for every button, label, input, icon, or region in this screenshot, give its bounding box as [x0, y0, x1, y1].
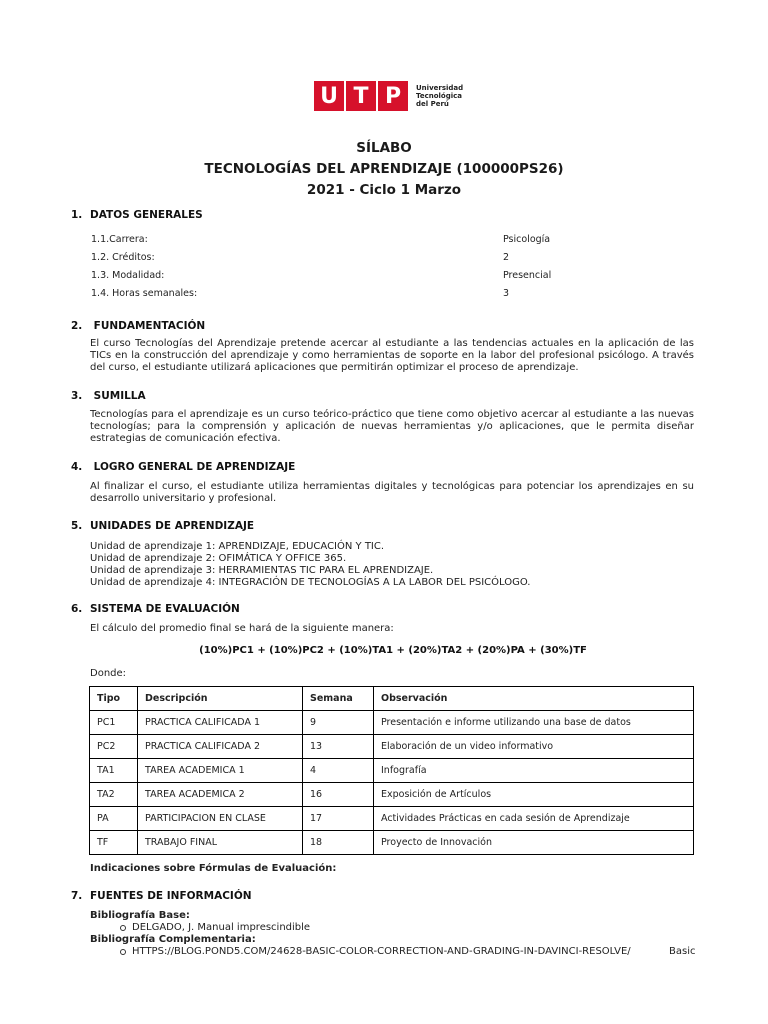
section-heading-4: 4. LOGRO GENERAL DE APRENDIZAJE — [71, 461, 296, 473]
logo-university-name: Universidad Tecnológica del Perú — [416, 84, 464, 108]
title-silabo: SÍLABO — [356, 140, 412, 156]
value-carrera: Psicología — [503, 234, 551, 245]
units-list — [90, 541, 694, 589]
bibliografia-complementaria-tail: Basic — [669, 946, 696, 957]
col-header-descripcion: Descripción — [138, 687, 303, 711]
cell-observacion: Presentación e informe utilizando una base de datos — [374, 711, 694, 735]
evaluation-intro: El cálculo del promedio final se hará de la siguiente manera: — [90, 623, 394, 634]
value-modalidad: Presencial — [503, 270, 552, 281]
section-heading-6: 6. SISTEMA DE EVALUACIÓN — [71, 603, 240, 615]
cell-observacion: Infografía — [374, 759, 694, 783]
cell-descripcion: PRACTICA CALIFICADA 1 — [138, 711, 303, 735]
logo-letter-t: T — [346, 81, 376, 111]
col-header-tipo: Tipo — [90, 687, 138, 711]
section-heading-2: 2. FUNDAMENTACIÓN — [71, 320, 206, 332]
evaluation-table — [89, 686, 694, 855]
table-row — [90, 831, 694, 855]
title-course: TECNOLOGÍAS DEL APRENDIZAJE (100000PS26) — [204, 161, 564, 177]
label-carrera: 1.1.Carrera: — [91, 234, 148, 245]
section-heading-3: 3. SUMILLA — [71, 390, 146, 402]
table-row — [90, 735, 694, 759]
title-cycle: 2021 - Ciclo 1 Marzo — [306, 182, 462, 198]
cell-tipo: TF — [90, 831, 138, 855]
col-header-semana: Semana — [303, 687, 374, 711]
value-horas: 3 — [503, 288, 510, 299]
cell-semana: 13 — [303, 735, 374, 759]
logo-letter-p: P — [378, 81, 408, 111]
unit-item-2: Unidad de aprendizaje 2: OFIMÁTICA Y OFFICE 365. — [90, 553, 347, 564]
unit-item-4: Unidad de aprendizaje 4: INTEGRACIÓN DE TECNOLOGÍAS A LA LABOR DEL PSICÓLOGO. — [90, 577, 531, 588]
section-heading-7: 7. FUENTES DE INFORMACIÓN — [71, 890, 252, 902]
unit-item-1: Unidad de aprendizaje 1: APRENDIZAJE, EDUCACIÓN Y TIC. — [90, 541, 385, 552]
cell-tipo: TA1 — [90, 759, 138, 783]
label-creditos: 1.2. Créditos: — [91, 252, 155, 263]
table-row — [90, 783, 694, 807]
document-title — [0, 138, 768, 201]
sumilla-text: Tecnologías para el aprendizaje es un curso teórico-práctico que tiene como objetivo acercar al estudiante a las nuevas tecnologías; para la comprensión y aplicación de nuevas herramientas y/o aplicaciones, que le permita diseñar estrategias de comunicación efectiva. — [90, 409, 694, 444]
cell-descripcion: PARTICIPACION EN CLASE — [138, 807, 303, 831]
table-row — [90, 807, 694, 831]
value-creditos: 2 — [503, 252, 510, 263]
cell-semana: 17 — [303, 807, 374, 831]
evaluation-formula: (10%)PC1 + (10%)PC2 + (10%)TA1 + (20%)TA2 + (20%)PA + (30%)TF — [199, 645, 587, 656]
label-modalidad: 1.3. Modalidad: — [91, 270, 165, 281]
col-header-observacion: Observación — [374, 687, 694, 711]
cell-observacion: Proyecto de Innovación — [374, 831, 694, 855]
cell-descripcion: PRACTICA CALIFICADA 2 — [138, 735, 303, 759]
bibliografia-complementaria-label: Bibliografía Complementaria: — [90, 934, 256, 945]
section-heading-1: 1. DATOS GENERALES — [71, 209, 203, 221]
donde-label: Donde: — [90, 668, 127, 679]
cell-tipo: TA2 — [90, 783, 138, 807]
utp-logo — [314, 81, 476, 111]
cell-tipo: PC1 — [90, 711, 138, 735]
cell-descripcion: TRABAJO FINAL — [138, 831, 303, 855]
cell-observacion: Exposición de Artículos — [374, 783, 694, 807]
table-row — [90, 759, 694, 783]
logo-letter-u: U — [314, 81, 344, 111]
table-header-row — [90, 687, 694, 711]
cell-semana: 4 — [303, 759, 374, 783]
table-row — [90, 711, 694, 735]
evaluation-note: Indicaciones sobre Fórmulas de Evaluación: — [90, 863, 337, 874]
cell-semana: 16 — [303, 783, 374, 807]
label-horas: 1.4. Horas semanales: — [91, 288, 198, 299]
cell-tipo: PA — [90, 807, 138, 831]
cell-tipo: PC2 — [90, 735, 138, 759]
section-heading-5: 5. UNIDADES DE APRENDIZAJE — [71, 520, 255, 532]
cell-semana: 9 — [303, 711, 374, 735]
unit-item-3: Unidad de aprendizaje 3: HERRAMIENTAS TIC PARA EL APRENDIZAJE. — [90, 565, 434, 576]
logro-text: Al finalizar el curso, el estudiante utiliza herramientas digitales y tecnológicas para potenciar los aprendizajes en su desarrollo universitario y profesional. — [90, 481, 694, 504]
fundamentacion-text: El curso Tecnologías del Aprendizaje pretende acercar al estudiante a las tendencias actuales en la aplicación de las TICs en la construcción del aprendizaje y como herramientas de soporte en la labor del profesional psicólogo. A través del curso, el estudiante utilizará aplicaciones que permitirán optimizar el proceso de aprendizaje. — [90, 338, 694, 373]
bibliografia-base-label: Bibliografía Base: — [90, 910, 190, 921]
cell-observacion: Elaboración de un video informativo — [374, 735, 694, 759]
cell-descripcion: TAREA ACADEMICA 2 — [138, 783, 303, 807]
bibliografia-complementaria-link[interactable]: HTTPS://BLOG.POND5.COM/24628-BASIC-COLOR-CORRECTION-AND-GRADING-IN-DAVINCI-RESOLVE/ — [132, 946, 631, 957]
cell-semana: 18 — [303, 831, 374, 855]
bibliografia-base-item: DELGADO, J. Manual imprescindible — [132, 922, 311, 933]
cell-descripcion: TAREA ACADEMICA 1 — [138, 759, 303, 783]
cell-observacion: Actividades Prácticas en cada sesión de Aprendizaje — [374, 807, 694, 831]
